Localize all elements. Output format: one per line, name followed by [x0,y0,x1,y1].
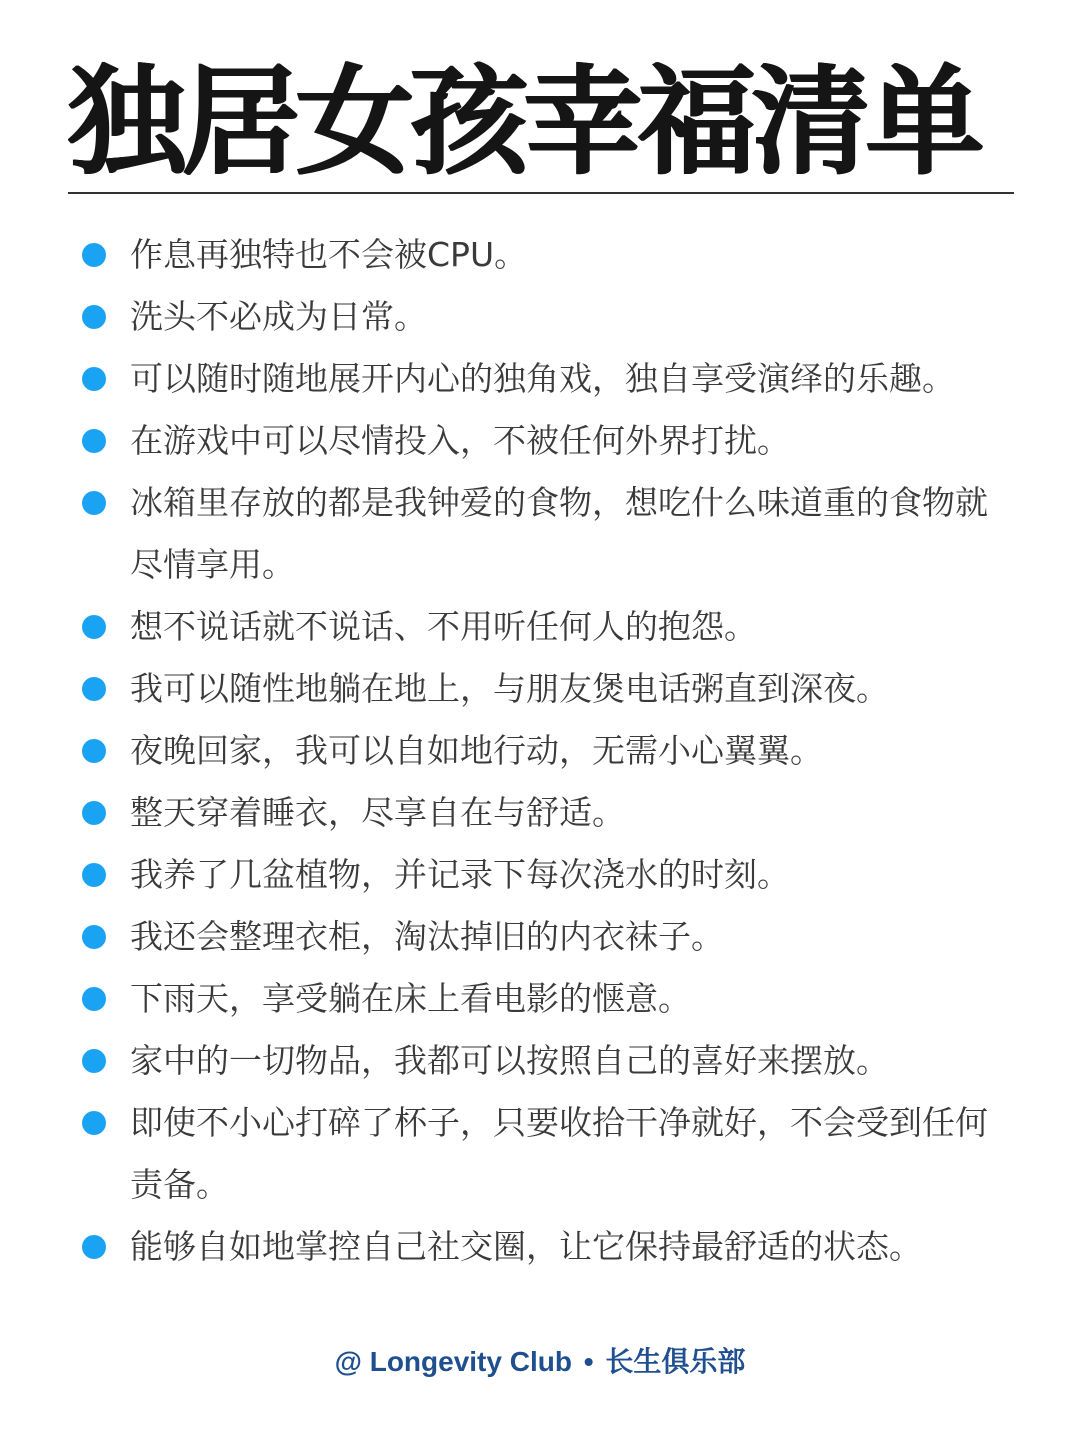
bullet-dot-icon [82,1111,106,1135]
bullet-dot-icon [82,429,106,453]
list-item-text: 想不说话就不说话、不用听任何人的抱怨。 [130,607,757,646]
list-item-text: 即使不小心打碎了杯子，只要收拾干净就好，不会受到任何责备。 [130,1103,988,1204]
list-item-text: 下雨天，享受躺在床上看电影的惬意。 [130,979,691,1018]
bullet-dot-icon [82,367,106,391]
list-item [80,1092,1020,1216]
bullet-dot-icon [82,243,106,267]
list-item-text: 家中的一切物品，我都可以按照自己的喜好来摆放。 [130,1041,889,1080]
list-item-text: 我可以随性地躺在地上，与朋友煲电话粥直到深夜。 [130,669,889,708]
footer-brand: 长生俱乐部 [605,1346,746,1377]
list-item [80,844,1020,906]
bullet-dot-icon [82,677,106,701]
list-item [80,1030,1020,1092]
title-divider [68,192,1014,194]
list-item [80,348,1020,410]
footer-separator: • [583,1346,594,1377]
list-item-text: 作息再独特也不会被CPU。 [130,235,528,274]
bullet-dot-icon [82,305,106,329]
list-item-text: 冰箱里存放的都是我钟爱的食物，想吃什么味道重的食物就尽情享用。 [130,483,988,584]
list-item [80,782,1020,844]
bullet-dot-icon [82,987,106,1011]
list-item [80,1216,1020,1278]
list-item [80,410,1020,472]
bullet-dot-icon [82,1049,106,1073]
list-item-text: 我养了几盆植物，并记录下每次浇水的时刻。 [130,855,790,894]
list-item [80,472,1020,596]
bullet-dot-icon [82,491,106,515]
footer-handle: @ Longevity Club [334,1346,572,1377]
list-item-text: 洗头不必成为日常。 [130,297,427,336]
list-item-text: 整天穿着睡衣，尽享自在与舒适。 [130,793,625,832]
list-item-text: 能够自如地掌控自己社交圈，让它保持最舒适的状态。 [130,1227,922,1266]
footer-credit [0,1340,1080,1384]
list-item-text: 可以随时随地展开内心的独角戏，独自享受演绎的乐趣。 [130,359,955,398]
list-item-text: 我还会整理衣柜，淘汰掉旧的内衣袜子。 [130,917,724,956]
list-item [80,720,1020,782]
list-item-text: 在游戏中可以尽情投入，不被任何外界打扰。 [130,421,790,460]
bullet-dot-icon [82,615,106,639]
list-item [80,906,1020,968]
list-item [80,286,1020,348]
page-title: 独居女孩幸福清单 [68,53,981,191]
bullet-dot-icon [82,739,106,763]
list-item-text: 夜晚回家，我可以自如地行动，无需小心翼翼。 [130,731,823,770]
happiness-checklist [80,224,1020,1278]
list-item [80,224,1020,286]
list-item [80,658,1020,720]
list-item [80,596,1020,658]
bullet-dot-icon [82,801,106,825]
list-item [80,968,1020,1030]
bullet-dot-icon [82,1235,106,1259]
bullet-dot-icon [82,925,106,949]
bullet-dot-icon [82,863,106,887]
